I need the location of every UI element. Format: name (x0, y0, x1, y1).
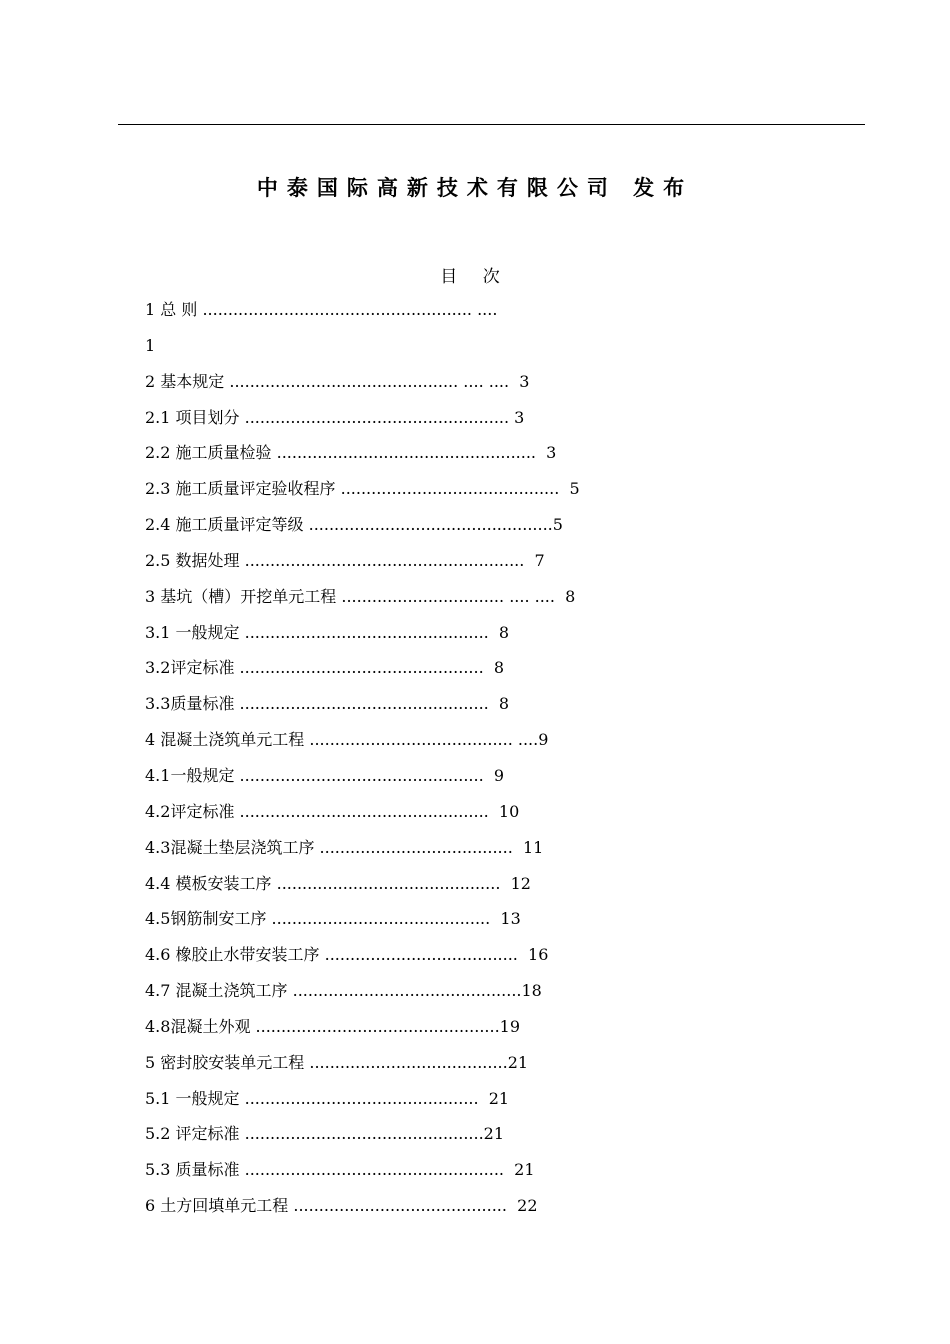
toc-entry[interactable]: 2 基本规定 ............................................. .... .... 3 (145, 371, 530, 391)
toc-entry[interactable]: 4.5钢筋制安工序 ........................................... 13 (145, 909, 521, 929)
toc-entry[interactable]: 2.4 施工质量评定等级 ................................................5 (145, 515, 563, 535)
toc-entry[interactable]: 5.2 评定标准 ...............................................21 (145, 1124, 505, 1144)
toc-entry[interactable]: 3.2评定标准 ................................................ 8 (145, 658, 505, 678)
toc-entry[interactable]: 4.1一般规定 ................................................ 9 (145, 765, 505, 785)
toc-entry[interactable]: 3 基坑（槽）开挖单元工程 ................................ .... .... 8 (145, 586, 576, 606)
toc-entry[interactable]: 2.3 施工质量评定验收程序 ........................................... 5 (145, 479, 580, 499)
toc-entry[interactable]: 3.3质量标准 ................................................. 8 (145, 694, 510, 714)
toc-entry[interactable]: 4.4 模板安装工序 ............................................ 12 (145, 873, 531, 893)
toc-entry[interactable]: 5.3 质量标准 ................................................... 21 (145, 1160, 535, 1180)
toc-entry[interactable]: 4.7 混凝土浇筑工序 .............................................18 (145, 981, 542, 1001)
toc-entry[interactable]: 5.1 一般规定 .............................................. 21 (145, 1088, 510, 1108)
toc-entry[interactable]: 1 (145, 335, 156, 355)
toc-entry[interactable]: 6 土方回填单元工程 .......................................... 22 (145, 1196, 538, 1216)
publisher-line: 中泰国际高新技术有限公司 发布 (256, 175, 694, 200)
toc-entry[interactable]: 3.1 一般规定 ................................................ 8 (145, 622, 510, 642)
toc-entry[interactable]: 2.2 施工质量检验 ................................................... 3 (145, 443, 557, 463)
toc-entry[interactable]: 4 混凝土浇筑单元工程 ........................................ ....9 (145, 730, 549, 750)
toc-entry[interactable]: 2.1 项目划分 .................................................... 3 (145, 407, 525, 427)
toc-entry[interactable]: 2.5 数据处理 ....................................................... 7 (145, 550, 545, 570)
toc-entry[interactable]: 4.2评定标准 ................................................. 10 (145, 801, 520, 821)
toc-entry[interactable]: 4.6 橡胶止水带安装工序 ...................................... 16 (145, 945, 549, 965)
toc-entry[interactable]: 4.3混凝土垫层浇筑工序 ...................................... 11 (145, 837, 544, 857)
header-rule (118, 124, 865, 125)
toc-entry[interactable]: 4.8混凝土外观 ................................................19 (145, 1016, 521, 1036)
toc-entry[interactable]: 5 密封胶安装单元工程 .......................................21 (145, 1052, 529, 1072)
toc-entry[interactable]: 1 总 则 ..................................................... .... (145, 300, 498, 319)
table-of-contents (145, 296, 825, 1228)
toc-title: 目 次 (440, 267, 510, 287)
